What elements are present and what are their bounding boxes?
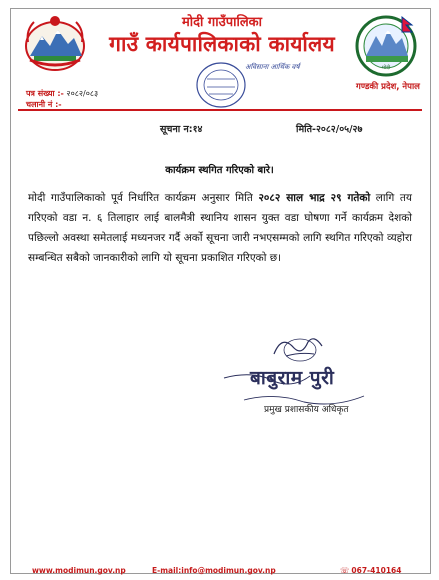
notice-date: मिति-२०८२/०५/२७ xyxy=(296,124,363,135)
phone-icon: ☏ xyxy=(340,566,350,575)
office-stamp-icon xyxy=(177,57,300,109)
footer-phone: ☏ 067-410164 xyxy=(340,566,402,575)
province-label: गण्डकी प्रदेश, नेपाल xyxy=(356,82,420,92)
notice-body: मोदी गाउँपालिकाको पूर्व निर्धारित कार्यक्रम अनुसार मिति २०८२ साल भाद्र २९ गतेको लागि तय गरिएको वडा न. ६ तिलाहार लाई बालमैत्री स्थानिय शासन युक्त वडा घोषणा गर्ने कार्यक्रम देशको पछिल्लो अवस्था समेतलाई मध्यनजर गर्दै अर्को सूचना जारी नभएसम्मको लागि स्थगित गरिएको व्यहोरा सम्बन्धित सबैको जानकारीको लागि यो सूचना प्रकाशित गरिएको छ। xyxy=(28,192,412,264)
signatory-name: बाबुराम पुरी xyxy=(250,367,335,389)
reference-number: पत्र संख्या :- २०८२/०८३ xyxy=(26,89,99,98)
office-name: गाउँ कार्यपालिकाको कार्यालय xyxy=(109,32,335,56)
nepal-emblem-icon xyxy=(24,12,86,72)
signature-block xyxy=(214,330,418,440)
signatory-designation: प्रमुख प्रशासकीय अधिकृत xyxy=(264,405,349,415)
notice-body-date: २०८२ साल भाद्र २९ गतेको xyxy=(258,192,371,204)
svg-text:अविसाना आर्थिक वर्ष: अविसाना आर्थिक वर्ष xyxy=(245,63,300,71)
municipality-seal-icon xyxy=(354,14,418,78)
footer-email[interactable]: E-mail:info@modimun.gov.np xyxy=(152,566,276,575)
footer-website[interactable]: www.modimun.gov.np xyxy=(32,566,126,575)
subject-line: कार्यक्रम स्थगित गरिएको बारे। xyxy=(165,165,274,176)
notice-number: सूचना न:१४ xyxy=(160,124,203,135)
svg-text:मोदी: मोदी xyxy=(381,65,391,71)
letterhead-divider xyxy=(18,109,422,111)
municipality-name: मोदी गाउँपालिका xyxy=(181,15,263,30)
dispatch-number: चलानी नं :- xyxy=(26,100,62,109)
